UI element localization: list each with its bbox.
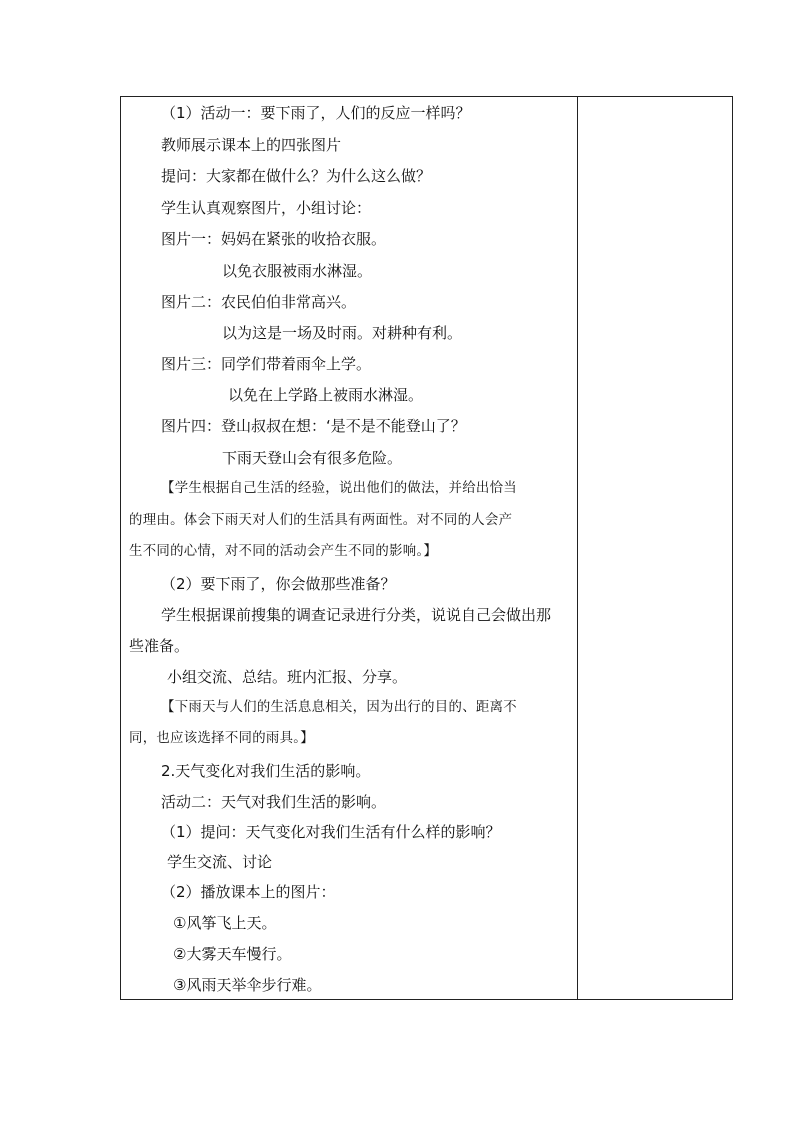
picture-four-line: 图片四：登山叔叔在想：‘是不是不能登山了？ (161, 417, 466, 435)
picture-two-line: 图片二：农民伯伯非常高兴。 (161, 293, 357, 311)
question-two-heading: （2）要下雨了，你会做那些准备？ (161, 575, 396, 593)
design-note: 【下雨天与人们的生活息息相关，因为出行的目的、距离不 (161, 700, 517, 715)
design-note: 生不同的心情，对不同的活动会产生不同的影响。】 (129, 544, 438, 559)
text-line: 些准备。 (129, 637, 190, 655)
text-line: 学生认真观察图片，小组讨论： (161, 199, 372, 217)
text-line: 学生根据课前搜集的调查记录进行分类，说说自己会做出那 (161, 606, 552, 624)
design-note: 的理由。体会下雨天对人们的生活具有两面性。对不同的人会产 (129, 513, 513, 528)
picture-three-reason: 以免在上学路上被雨水淋湿。 (228, 386, 424, 404)
list-item: ③风雨天举伞步行难。 (173, 976, 322, 994)
picture-three-line: 图片三：同学们带着雨伞上学。 (161, 355, 372, 373)
list-item: ②大雾天车慢行。 (173, 945, 292, 963)
text-line: 学生交流、讨论 (167, 853, 273, 871)
text-line: 小组交流、总结。班内汇报、分享。 (167, 668, 408, 686)
section-two-heading: 2.天气变化对我们生活的影响。 (161, 762, 371, 780)
picture-one-reason: 以免衣服被雨水淋湿。 (222, 262, 373, 280)
activity-two-heading: 活动二：天气对我们生活的影响。 (161, 793, 387, 811)
list-item: ①风筝飞上天。 (173, 914, 277, 932)
text-line: 提问：大家都在做什么？为什么这么做？ (161, 167, 432, 185)
picture-four-reason: 下雨天登山会有很多危险。 (222, 449, 403, 467)
picture-one-line: 图片一：妈妈在紧张的收拾衣服。 (161, 230, 387, 248)
text-line: 教师展示课本上的四张图片 (161, 136, 342, 154)
text-line: （1）提问：天气变化对我们生活有什么样的影响？ (161, 823, 501, 841)
activity-one-heading: （1）活动一：要下雨了，人们的反应一样吗？ (161, 104, 471, 122)
design-note: 同，也应该选择不同的雨具。】 (129, 731, 314, 746)
notes-cell (578, 97, 732, 999)
text-line: （2）播放课本上的图片： (161, 883, 336, 901)
picture-two-reason: 以为这是一场及时雨。对耕种有利。 (222, 324, 463, 342)
design-note: 【学生根据自己生活的经验，说出他们的做法，并给出恰当 (161, 481, 517, 496)
